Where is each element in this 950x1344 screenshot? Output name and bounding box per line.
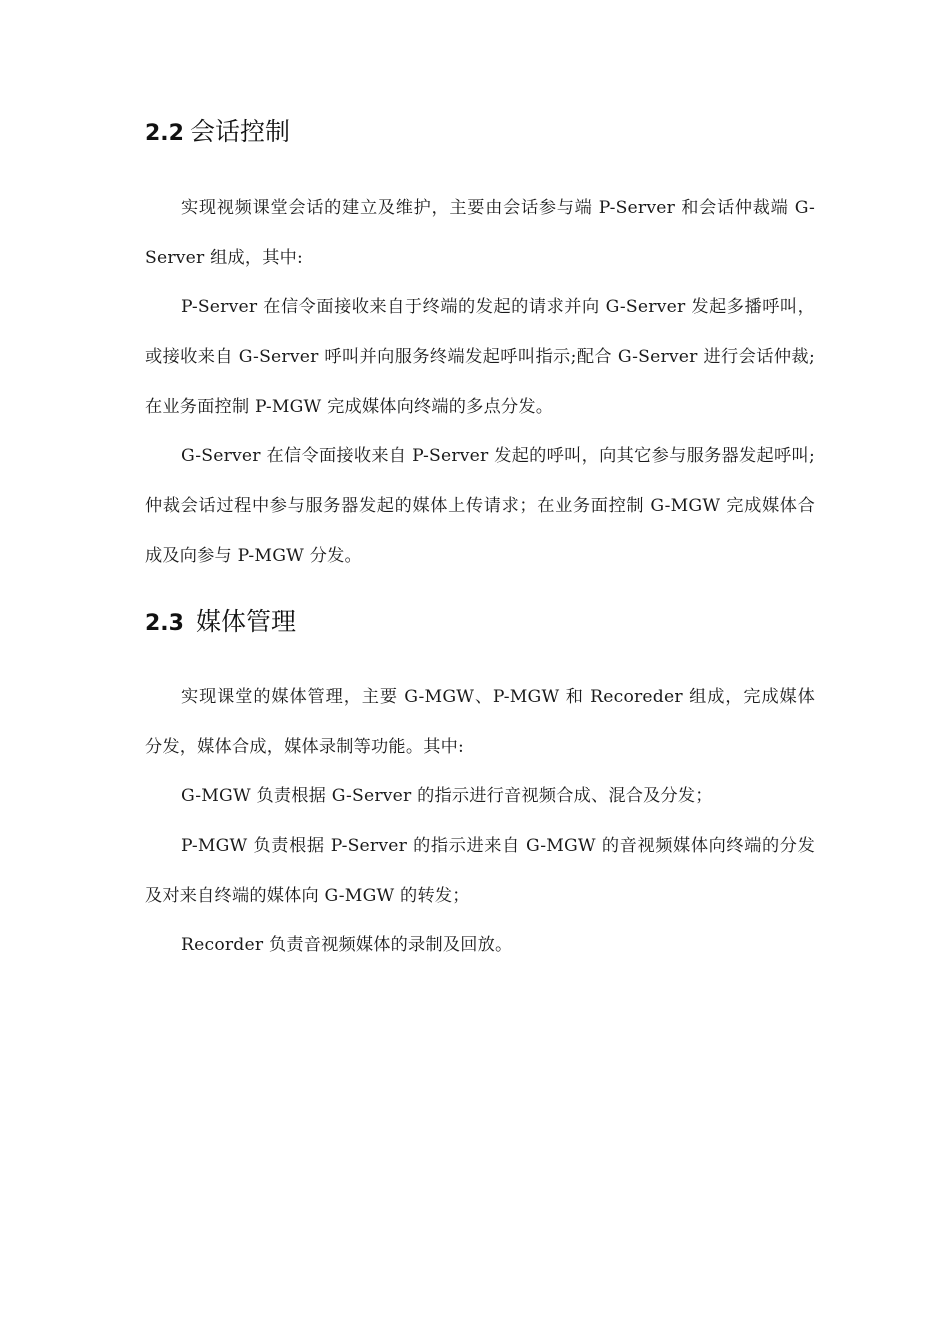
paragraph: G-MGW 负责根据 G-Server 的指示进行音视频合成、混合及分发； [181, 786, 713, 806]
section-heading-2-2 [145, 117, 290, 149]
section-title: 媒体管理 [195, 607, 296, 636]
section-number: 2.3 [145, 611, 184, 636]
paragraph: 实现课堂的媒体管理，主要 G-MGW、P-MGW 和 Recoreder 组成，完成媒体分发，媒体合成，媒体录制等功能。其中: [145, 687, 815, 757]
section-number: 2.2 [145, 121, 184, 146]
paragraph: P-MGW 负责根据 P-Server 的指示进来自 G-MGW 的音视频媒体向终端的分发及对来自终端的媒体向 G-MGW 的转发； [145, 836, 815, 906]
paragraph: 实现视频课堂会话的建立及维护，主要由会话参与端 P-Server 和会话仲裁端 G-Server 组成，其中: [145, 198, 815, 268]
paragraph: P-Server 在信令面接收来自于终端的发起的请求并向 G-Server 发起多播呼叫，或接收来自 G-Server 呼叫并向服务终端发起呼叫指示;配合 G-Server 进行会话仲裁;在业务面控制 P-MGW 完成媒体向终端的多点分发。 [145, 297, 815, 417]
paragraph: Recorder 负责音视频媒体的录制及回放。 [181, 935, 513, 955]
paragraph: G-Server 在信令面接收来自 P-Server 发起的呼叫，向其它参与服务器发起呼叫;仲裁会话过程中参与服务器发起的媒体上传请求；在业务面控制 G-MGW 完成媒体合成及向参与 P-MGW 分发。 [145, 446, 815, 566]
section-title: 会话控制 [189, 117, 290, 146]
section-heading-2-3 [145, 607, 296, 639]
